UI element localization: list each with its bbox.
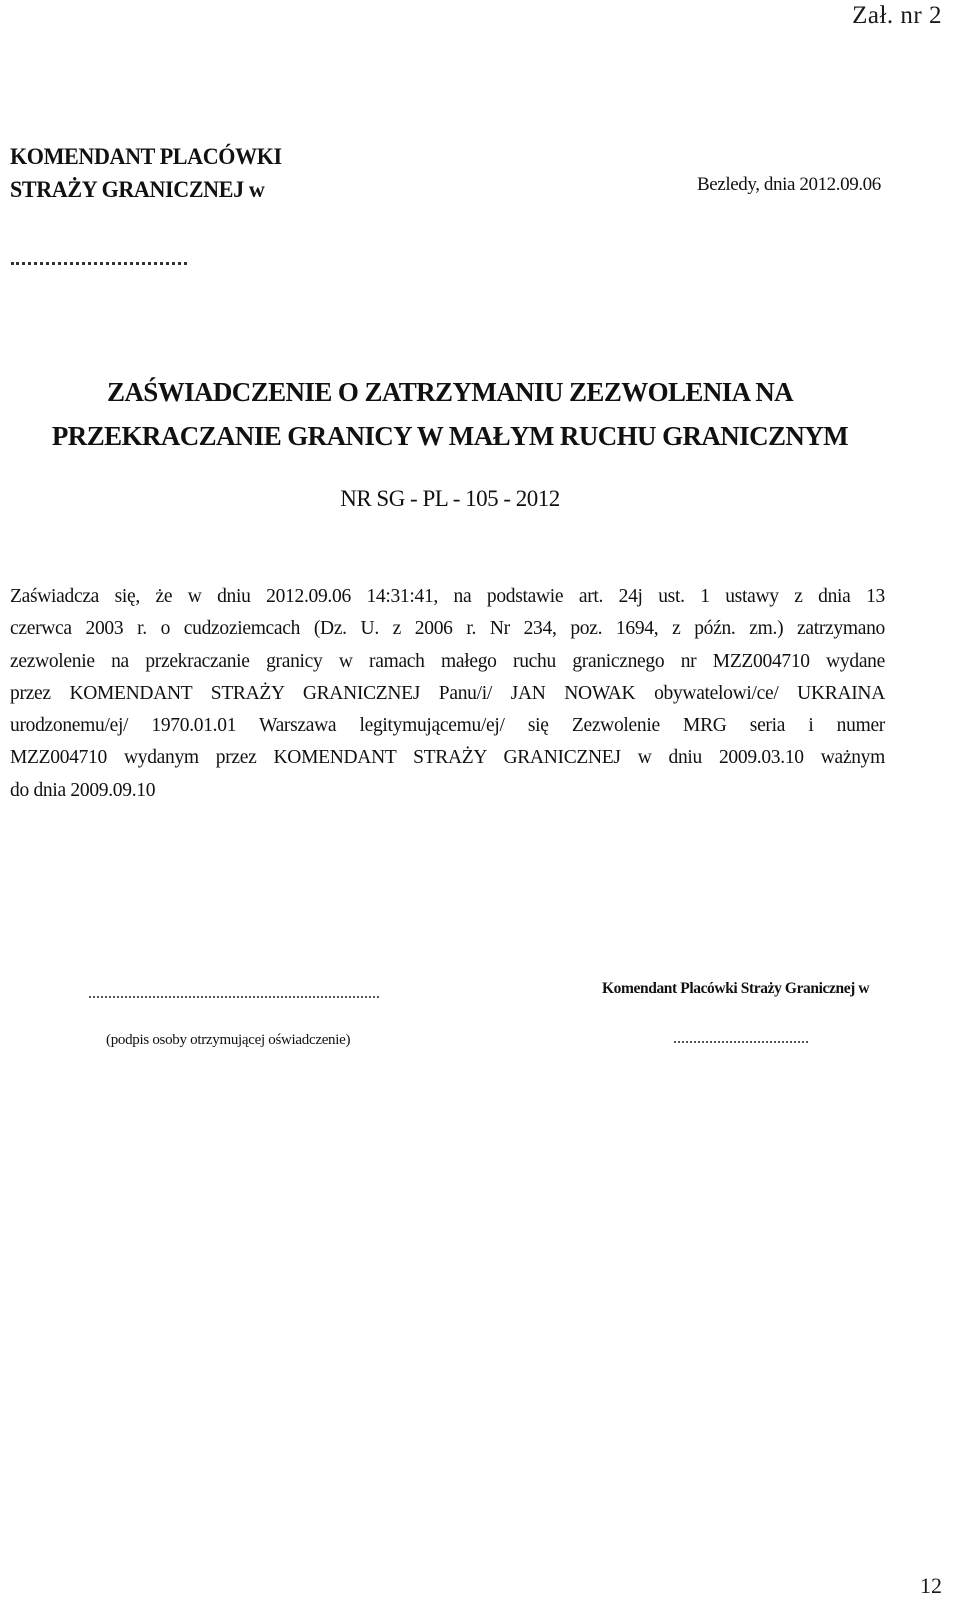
body-line: urodzonemu/ej/ 1970.01.01 Warszawa legitymującemu/ej/ się Zezwolenie MRG seria i numer bbox=[10, 715, 885, 737]
place-date: Bezledy, dnia 2012.09.06 bbox=[697, 174, 881, 195]
commander-signature-line bbox=[674, 1041, 808, 1043]
body-line: Zaświadcza się, że w dniu 2012.09.06 14:31:41, na podstawie art. 24j ust. 1 ustawy z dnia 13 bbox=[10, 586, 885, 607]
title-line-1: ZAŚWIADCZENIE O ZATRZYMANIU ZEZWOLENIA NA bbox=[106, 377, 794, 407]
issuer-line-2: STRAŻY GRANICZNEJ w bbox=[10, 177, 265, 202]
recipient-signature-line bbox=[89, 996, 379, 998]
issuer-block bbox=[10, 140, 282, 206]
certificate-body bbox=[10, 581, 885, 807]
body-line: do dnia 2009.09.10 bbox=[10, 779, 156, 801]
scanned-certificate bbox=[0, 120, 900, 1090]
commander-signature-title: Komendant Placówki Straży Granicznej w bbox=[602, 980, 870, 997]
body-line: przez KOMENDANT STRAŻY GRANICZNEJ Panu/i/ JAN NOWAK obywatelowi/ce/ UKRAINA bbox=[10, 682, 885, 704]
body-line: czerwca 2003 r. o cudzoziemcach (Dz. U. z 2006 r. Nr 234, poz. 1694, z późn. zm.) zatrzymano bbox=[10, 618, 885, 640]
issuer-line-1: KOMENDANT PLACÓWKI bbox=[10, 144, 282, 169]
issuer-blank-line bbox=[11, 262, 187, 265]
certificate-title bbox=[0, 370, 900, 458]
recipient-signature-caption: (podpis osoby otrzymującej oświadczenie) bbox=[106, 1032, 351, 1048]
certificate-number: NR SG - PL - 105 - 2012 bbox=[340, 486, 560, 511]
body-line: MZZ004710 wydanym przez KOMENDANT STRAŻY GRANICZNEJ w dniu 2009.03.10 ważnym bbox=[10, 747, 885, 769]
title-line-2: PRZEKRACZANIE GRANICY W MAŁYM RUCHU GRANICZNYM bbox=[51, 421, 849, 451]
body-line: zezwolenie na przekraczanie granicy w ramach małego ruchu granicznego nr MZZ004710 wydane bbox=[10, 650, 885, 672]
page-number: 12 bbox=[920, 1573, 942, 1598]
attachment-label: Zał. nr 2 bbox=[852, 2, 942, 29]
